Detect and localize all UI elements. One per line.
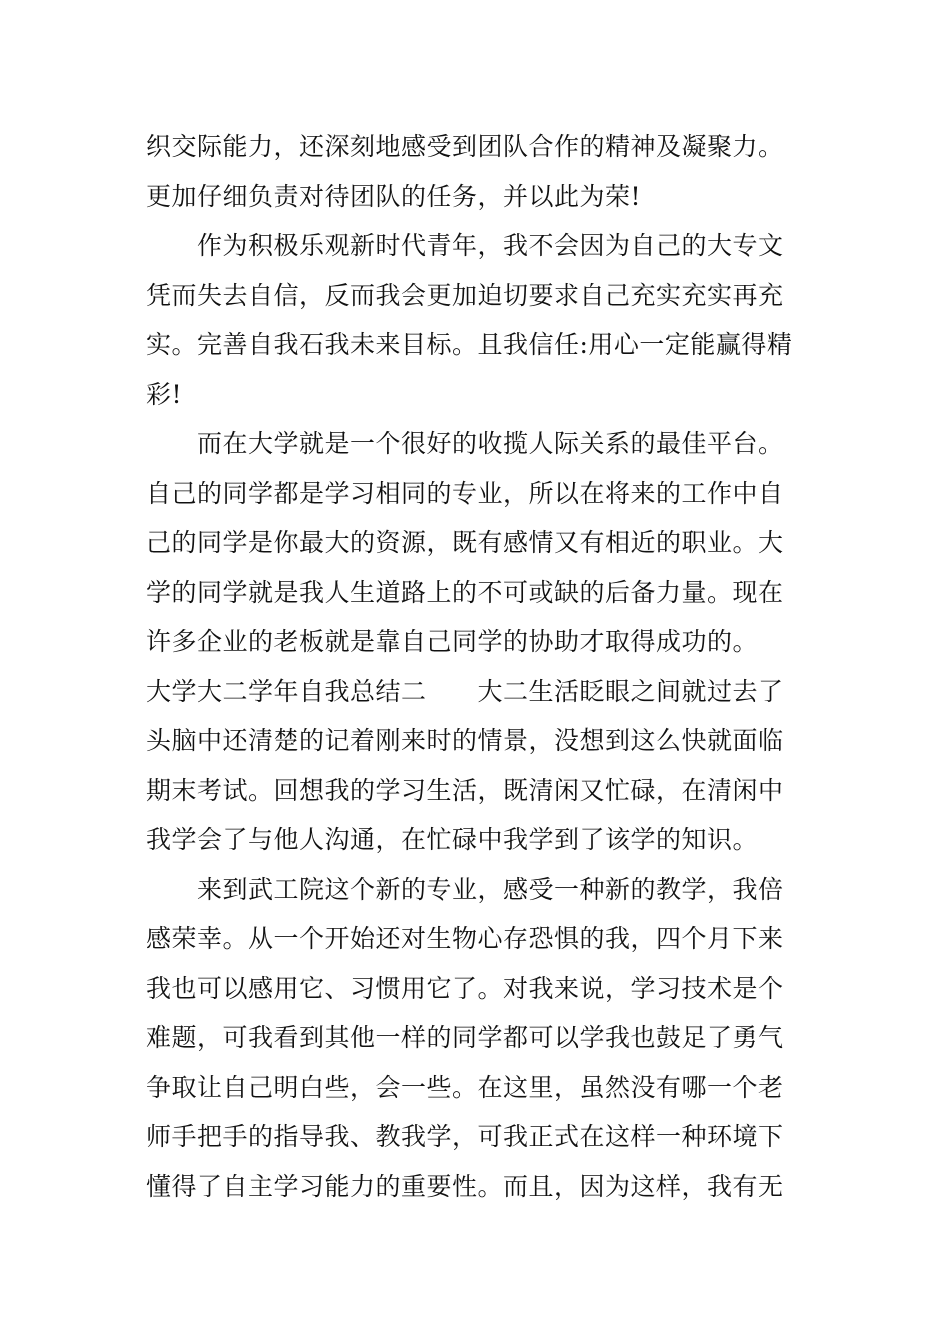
text-line: 而在大学就是一个很好的收揽人际关系的最佳平台。 bbox=[146, 429, 784, 458]
text-line: 凭而失去自信，反而我会更加迫切要求自己充实充实再充 bbox=[146, 280, 784, 310]
text-line: 争取让自己明白些，会一些。在这里，虽然没有哪一个老 bbox=[146, 1072, 784, 1102]
document-page bbox=[146, 122, 811, 1211]
text-line: 我学会了与他人沟通，在忙碌中我学到了该学的知识。 bbox=[146, 825, 759, 854]
text-line: 懂得了自主学习能力的重要性。而且，因为这样，我有无 bbox=[146, 1171, 784, 1201]
text-line: 感荣幸。从一个开始还对生物心存恐惧的我，四个月下来 bbox=[146, 924, 784, 953]
text-line: 难题，可我看到其他一样的同学都可以学我也鼓足了勇气 bbox=[146, 1023, 784, 1052]
text-line: 头脑中还清楚的记着刚来时的情景，没想到这么快就面临 bbox=[146, 726, 784, 755]
text-line: 己的同学是你最大的资源，既有感情又有相近的职业。大 bbox=[146, 528, 784, 557]
text-line: 期末考试。回想我的学习生活，既清闲又忙碌，在清闲中 bbox=[146, 775, 784, 805]
text-line: 我也可以感用它、习惯用它了。对我来说，学习技术是个 bbox=[146, 973, 784, 1003]
text-line: 学的同学就是我人生道路上的不可或缺的后备力量。现在 bbox=[146, 577, 784, 607]
text-line: 许多企业的老板就是靠自己同学的协助才取得成功的。 bbox=[146, 627, 759, 656]
text-line: 织交际能力，还深刻地感受到团队合作的精神及凝聚力。 bbox=[146, 132, 784, 161]
text-line: 作为积极乐观新时代青年，我不会因为自己的大专文 bbox=[146, 231, 784, 260]
text-line: 自己的同学都是学习相同的专业，所以在将来的工作中自 bbox=[146, 478, 784, 508]
text-line: 彩! bbox=[146, 379, 183, 409]
text-line: 更加仔细负责对待团队的任务，并以此为荣! bbox=[146, 181, 642, 211]
text-line: 实。完善自我石我未来目标。且我信任:用心一定能赢得精 bbox=[146, 330, 793, 359]
text-line: 来到武工院这个新的专业，感受一种新的教学，我倍 bbox=[146, 874, 784, 904]
text-line: 大学大二学年自我总结二 大二生活眨眼之间就过去了 bbox=[146, 676, 784, 706]
text-line: 师手把手的指导我、教我学，可我正式在这样一种环境下 bbox=[146, 1122, 784, 1151]
